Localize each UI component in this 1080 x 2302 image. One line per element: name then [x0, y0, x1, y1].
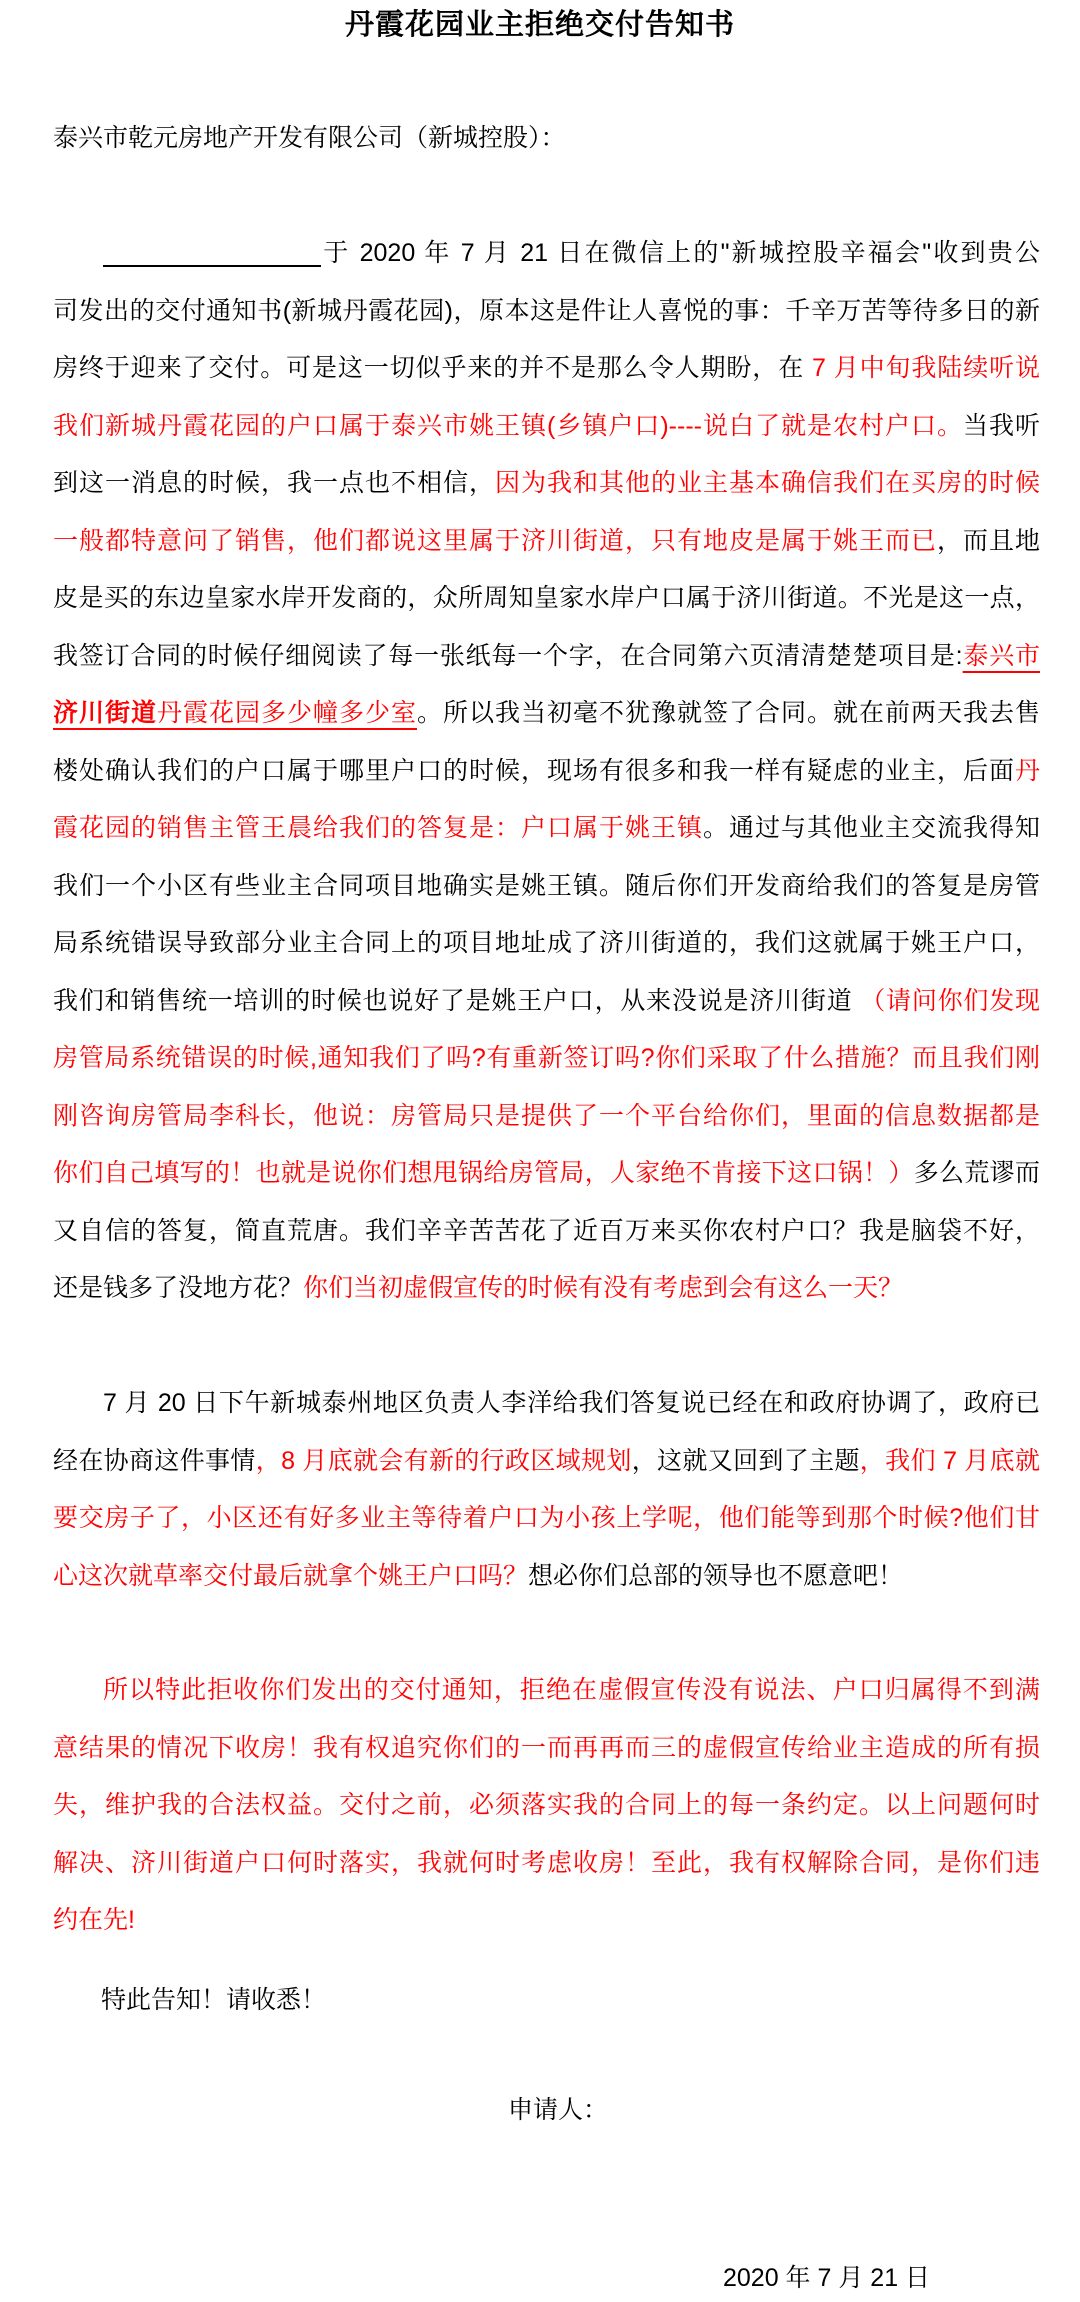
text-line [53, 1720, 1040, 1778]
text-line [53, 283, 1040, 341]
text-segment: 要交房子了，小区还有好多业主等待着户口为小孩上学呢，他们能等到那个时候?他们甘 [53, 1504, 1040, 1532]
text-segment: 。通过与其他业主交流我得知 [702, 814, 1040, 842]
text-segment: 房管局系统错误的时候,通知我们了吗?有重新签订吗?你们采取了什么措施？而且我们刚 [53, 1044, 1040, 1072]
text-line [53, 1375, 1040, 1433]
text-segment: 解决、济川街道户口何时落实，我就何时考虑收房！至此，我有权解除合同，是你们违 [53, 1848, 1040, 1877]
text-segment: 当我听 [962, 411, 1040, 440]
text-segment: 一般都特意问了销售，他们都说这里属于济川街道，只有地皮是属于姚王而已 [53, 526, 937, 555]
text-line [53, 1548, 1040, 1606]
paragraph-2 [53, 1375, 1040, 1605]
text-segment: 意结果的情况下收房！我有权追究你们的一而再再而三的虚假宣传给业主造成的所有损 [53, 1733, 1040, 1762]
text-segment: 皮是买的东边皇家水岸开发商的，众所周知皇家水岸户口属于济川街道。不光是这一点， [53, 584, 1040, 612]
text-segment: 我们一个小区有些业主合同项目地确实是姚王镇。随后你们开发商给我们的答复是房管 [53, 871, 1040, 900]
text-segment: 你们自己填写的！也就是说你们想甩锅给房管局，人家绝不肯接下这口锅！） [53, 1159, 914, 1187]
text-segment: 丹 [1014, 756, 1040, 785]
text-line [53, 1030, 1040, 1088]
text-segment: 局系统错误导致部分业主合同上的项目地址成了济川街道的，我们这就属于姚王户口， [53, 929, 1040, 957]
text-line [53, 685, 1040, 743]
addressee-line: 泰兴市乾元房地产开发有限公司（新城控股）： [53, 124, 566, 152]
text-line [53, 1662, 1040, 1720]
text-segment: ，8 月底就会有新的行政区域规划 [255, 1446, 632, 1475]
text-segment: 7 月中旬我陆续听说 [811, 354, 1041, 382]
text-segment: 司发出的交付通知书(新城丹霞花园)，原本这是件让人喜悦的事：千辛万苦等待多日的新 [53, 296, 1040, 325]
blank-underline [103, 235, 321, 267]
text-line [53, 455, 1040, 513]
text-segment: ，我们 7 月底就 [859, 1446, 1040, 1475]
text-line [53, 1835, 1040, 1893]
document-title: 丹霞花园业主拒绝交付告知书 [344, 9, 735, 41]
text-segment: 约在先! [53, 1906, 135, 1934]
text-segment: 所以特此拒收你们发出的交付通知，拒绝在虚假宣传没有说法、户口归属得不到满 [103, 1676, 1040, 1704]
text-segment: 于 2020 年 7 月 21 日在微信上的"新城控股辛福会"收到贵公 [321, 239, 1040, 267]
text-segment: （请问你们发现 [860, 986, 1040, 1015]
text-line [53, 1260, 1040, 1318]
text-segment: 泰兴市 [962, 641, 1040, 670]
text-segment: 济川街道 [53, 699, 157, 727]
text-segment: 你们当初虚假宣传的时候有没有考虑到会有这么一天？ [303, 1274, 904, 1302]
text-line [53, 398, 1040, 456]
text-segment: 多么荒谬而 [913, 1159, 1040, 1187]
text-segment: 因为我和其他的业主基本确信我们在买房的时候 [495, 469, 1040, 497]
text-segment: 我签订合同的时候仔细阅读了每一张纸每一个字，在合同第六页清清楚楚项目是: [53, 641, 963, 670]
text-segment: 楼处确认我们的户口属于哪里户口的时候，现场有很多和我一样有疑虑的业主，后面 [53, 756, 1015, 785]
text-segment: 霞花园的销售主管王晨给我们的答复是：户口属于姚王镇 [53, 814, 703, 842]
text-segment: 我们新城丹霞花园的户口属于泰兴市姚王镇(乡镇户口)----说白了就是农村户口。 [53, 411, 963, 440]
text-line [53, 915, 1040, 973]
date-line: 2020 年 7 月 21 日 [723, 2264, 931, 2292]
text-segment: 失，维护我的合法权益。交付之前，必须落实我的合同上的每一条约定。以上问题何时 [53, 1791, 1040, 1819]
text-line [53, 1145, 1040, 1203]
text-line [53, 340, 1040, 398]
text-segment: 想必你们总部的领导也不愿意吧！ [528, 1561, 904, 1590]
applicant-label: 申请人： [508, 2096, 609, 2124]
text-line [53, 743, 1040, 801]
text-line [53, 1088, 1040, 1146]
text-segment: 经在协商这件事情 [53, 1446, 256, 1475]
text-line [53, 858, 1040, 916]
text-segment: 7 月 20 日下午新城泰州地区负责人李洋给我们答复说已经在和政府协调了，政府已 [103, 1389, 1040, 1417]
text-segment: 我们和销售统一培训的时候也说好了是姚王户口，从来没说是济川街道 [53, 986, 861, 1015]
text-segment: 。所以我当初毫不犹豫就签了合同。就在前两天我去售 [417, 699, 1040, 727]
paragraph-3 [53, 1662, 1040, 1950]
text-line [53, 973, 1040, 1031]
text-segment: 心这次就草率交付最后就拿个姚王户口吗？ [53, 1561, 529, 1590]
text-line [53, 628, 1040, 686]
text-line [53, 1777, 1040, 1835]
text-line [53, 1433, 1040, 1491]
text-segment: ，这就又回到了主题 [631, 1446, 860, 1475]
text-segment: 房终于迎来了交付。可是这一切似乎来的并不是那么令人期盼，在 [53, 354, 812, 382]
paragraph-1 [53, 225, 1040, 1318]
text-segment: 刚咨询房管局李科长，他说：房管局只是提供了一个平台给你们，里面的信息数据都是 [53, 1101, 1040, 1130]
text-line [53, 570, 1040, 628]
text-segment: 丹霞花园多少幢多少室 [157, 699, 417, 727]
text-segment: 还是钱多了没地方花？ [53, 1274, 304, 1302]
text-line [53, 800, 1040, 858]
text-segment: 又自信的答复，简直荒唐。我们辛辛苦苦花了近百万来买你农村户口？我是脑袋不好， [53, 1216, 1040, 1245]
text-line [53, 1203, 1040, 1261]
text-line [53, 1892, 1040, 1950]
text-line [53, 513, 1040, 571]
closing-line: 特此告知！请收悉！ [101, 1986, 327, 2014]
text-segment: 到这一消息的时候，我一点也不相信， [53, 469, 495, 497]
text-line [53, 225, 1040, 283]
text-line [53, 1490, 1040, 1548]
text-segment: ，而且地 [936, 526, 1040, 555]
